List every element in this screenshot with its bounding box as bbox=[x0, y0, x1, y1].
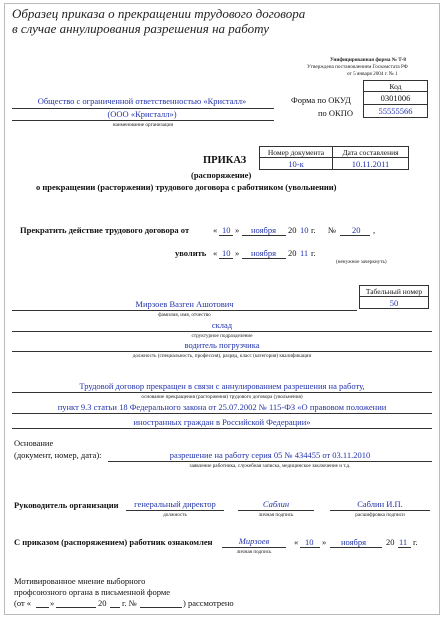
employee-department-caption: структурное подразделение bbox=[191, 333, 253, 339]
head-label: Руководитель организации bbox=[14, 500, 119, 510]
acquainted-day: 10 bbox=[305, 537, 314, 547]
okud-value-cell bbox=[363, 91, 428, 105]
dismiss-day-underline bbox=[219, 258, 233, 259]
terminate-number-underline bbox=[340, 235, 370, 236]
terminate-day-underline bbox=[219, 235, 233, 236]
terminate-month-underline bbox=[242, 235, 286, 236]
acquainted-year-underline bbox=[398, 547, 411, 548]
dismiss-label: уволить bbox=[175, 248, 207, 258]
acquainted-quote-open: « bbox=[294, 537, 299, 547]
terminate-year-suffix: г. bbox=[311, 225, 316, 235]
code-header-text: Код bbox=[389, 81, 402, 91]
order-subtitle: (распоряжение) bbox=[191, 170, 252, 180]
ground-line1-underline bbox=[12, 392, 432, 393]
terminate-year-prefix: 20 bbox=[288, 225, 297, 235]
doc-date-header-text: Дата составления bbox=[342, 147, 399, 157]
union-line3-open: (от « bbox=[14, 598, 32, 608]
acquainted-year: 11 bbox=[399, 537, 408, 547]
ground-caption: основание прекращения (расторжения) трудового договора (увольнения) bbox=[141, 394, 303, 400]
doc-date-cell bbox=[332, 157, 409, 170]
ground-line1: Трудовой договор прекращен в связи с аннулированием разрешения на работу, bbox=[79, 381, 365, 391]
order-heading: о прекращении (расторжении) трудового договора с работником (увольнении) bbox=[36, 182, 337, 192]
employee-department-underline bbox=[12, 331, 432, 332]
doc-number-cell bbox=[259, 157, 333, 170]
terminate-number-label: № bbox=[328, 225, 337, 235]
head-name-caption: расшифровка подписи bbox=[355, 512, 405, 518]
ground-line2: пункт 9.3 статьи 18 Федерального закона от 25.07.2002 № 115-ФЗ «О правовом положении bbox=[57, 402, 387, 412]
doc-title-line2: в случае аннулирования разрешения на работу bbox=[12, 21, 270, 36]
organization-caption: наименование организации bbox=[112, 122, 174, 128]
organization-short-name: (ООО «Кристалл») bbox=[107, 109, 177, 119]
employee-position: водитель погрузчика bbox=[184, 340, 260, 350]
terminate-comma: , bbox=[373, 225, 376, 235]
union-line1: Мотивированное мнение выборного bbox=[14, 576, 146, 586]
employee-position-caption: должность (специальность, профессия), разряд, класс (категория) квалификации bbox=[132, 353, 312, 359]
doc-number-value: 10-к bbox=[288, 158, 304, 169]
head-signature-caption: личная подпись bbox=[258, 512, 294, 518]
tab-number-header-text: Табельный номер bbox=[365, 286, 423, 296]
acquainted-month: ноября bbox=[341, 537, 367, 547]
basis-value: разрешение на работу серия 05 № 434455 от 03.11.2010 bbox=[169, 450, 371, 460]
union-year-underline bbox=[110, 607, 120, 608]
ground-line2-underline bbox=[12, 413, 432, 414]
acquainted-signature-caption: личная подпись bbox=[236, 549, 272, 555]
acquainted-quote-close: » bbox=[322, 537, 327, 547]
doc-date-value: 10.11.2011 bbox=[351, 158, 390, 169]
dismiss-year-suffix: г. bbox=[311, 248, 316, 258]
basis-label1: Основание bbox=[14, 438, 54, 448]
union-month-underline bbox=[56, 607, 96, 608]
terminate-label: Прекратить действие трудового договора от bbox=[20, 225, 190, 235]
doc-title-line1: Образец приказа о прекращении трудового договора bbox=[12, 6, 306, 21]
organization-underline2 bbox=[12, 120, 274, 121]
employee-name: Мирзоев Вазген Ашотович bbox=[135, 299, 234, 309]
union-number-underline bbox=[140, 607, 182, 608]
union-line3-year-prefix: 20 bbox=[98, 598, 107, 608]
acquainted-year-prefix: 20 bbox=[386, 537, 395, 547]
doc-number-header-text: Номер документа bbox=[267, 147, 325, 157]
employee-position-underline bbox=[12, 351, 432, 352]
head-position-caption: должность bbox=[163, 512, 187, 518]
dismiss-day: 10 bbox=[222, 248, 231, 258]
basis-label2: (документ, номер, дата): bbox=[14, 450, 102, 460]
tab-number-cell bbox=[359, 296, 429, 309]
basis-caption: заявление работника, служебная записка, медицинское заключение и т.д. bbox=[189, 463, 351, 469]
okpo-value: 55555566 bbox=[378, 106, 413, 116]
head-signature-underline bbox=[238, 510, 314, 511]
acquainted-signature-underline bbox=[222, 547, 286, 548]
union-day-underline bbox=[36, 607, 49, 608]
organization-name: Общество с ограниченной ответственностью «Кристалл» bbox=[37, 96, 247, 106]
terminate-year: 10 bbox=[300, 225, 309, 235]
employee-name-underline bbox=[12, 310, 357, 311]
acquainted-label: С приказом (распоряжением) работник ознакомлен bbox=[14, 537, 213, 547]
acquainted-day-underline bbox=[300, 547, 320, 548]
employee-department: склад bbox=[211, 320, 233, 330]
basis-value-underline bbox=[108, 461, 432, 462]
dismiss-quote-close: » bbox=[235, 248, 240, 258]
terminate-day: 10 bbox=[222, 225, 231, 235]
terminate-quote-close: » bbox=[235, 225, 240, 235]
head-name: Саблин И.П. bbox=[357, 499, 403, 509]
head-position-underline bbox=[126, 510, 224, 511]
union-line3-close: ) рассмотрено bbox=[183, 598, 234, 608]
acquainted-month-underline bbox=[330, 547, 382, 548]
union-line2: профсоюзного органа в письменной форме bbox=[14, 587, 171, 597]
union-line3-number-label: г. № bbox=[122, 598, 137, 608]
ground-line3: иностранных граждан в Российской Федерации» bbox=[133, 417, 311, 427]
okpo-value-cell bbox=[363, 104, 428, 118]
approved-line1: Утверждена постановлением Госкомстата РФ bbox=[307, 64, 408, 70]
terminate-quote-open: « bbox=[213, 225, 218, 235]
approved-line2: от 5 января 2004 г. № 1 bbox=[347, 71, 398, 77]
ground-line3-underline bbox=[12, 428, 432, 429]
okud-value: 0301006 bbox=[380, 93, 411, 103]
dismiss-month: ноября bbox=[251, 248, 277, 258]
okpo-label: по ОКПО bbox=[318, 108, 354, 118]
order-title: ПРИКАЗ bbox=[203, 155, 247, 166]
acquainted-year-suffix: г. bbox=[413, 537, 418, 547]
terminate-month: ноября bbox=[251, 225, 277, 235]
dismiss-year-prefix: 20 bbox=[288, 248, 297, 258]
dismiss-month-underline bbox=[242, 258, 286, 259]
terminate-number: 20 bbox=[352, 225, 361, 235]
head-signature: Саблин bbox=[262, 499, 290, 509]
head-position: генеральный директор bbox=[134, 499, 216, 509]
head-name-underline bbox=[330, 510, 430, 511]
unified-form-label: Унифицированная форма № Т-8 bbox=[330, 57, 407, 63]
okud-label: Форма по ОКУД bbox=[291, 95, 351, 105]
union-line3-quote-close: » bbox=[50, 598, 55, 608]
dismiss-quote-open: « bbox=[213, 248, 218, 258]
employee-name-caption: фамилия, имя, отчество bbox=[158, 312, 211, 318]
dismiss-year: 11 bbox=[300, 248, 309, 258]
acquainted-signature: Мирзоев bbox=[238, 536, 270, 546]
tab-number-value: 50 bbox=[389, 297, 399, 308]
dismiss-note: (ненужное зачеркнуть) bbox=[336, 259, 387, 265]
